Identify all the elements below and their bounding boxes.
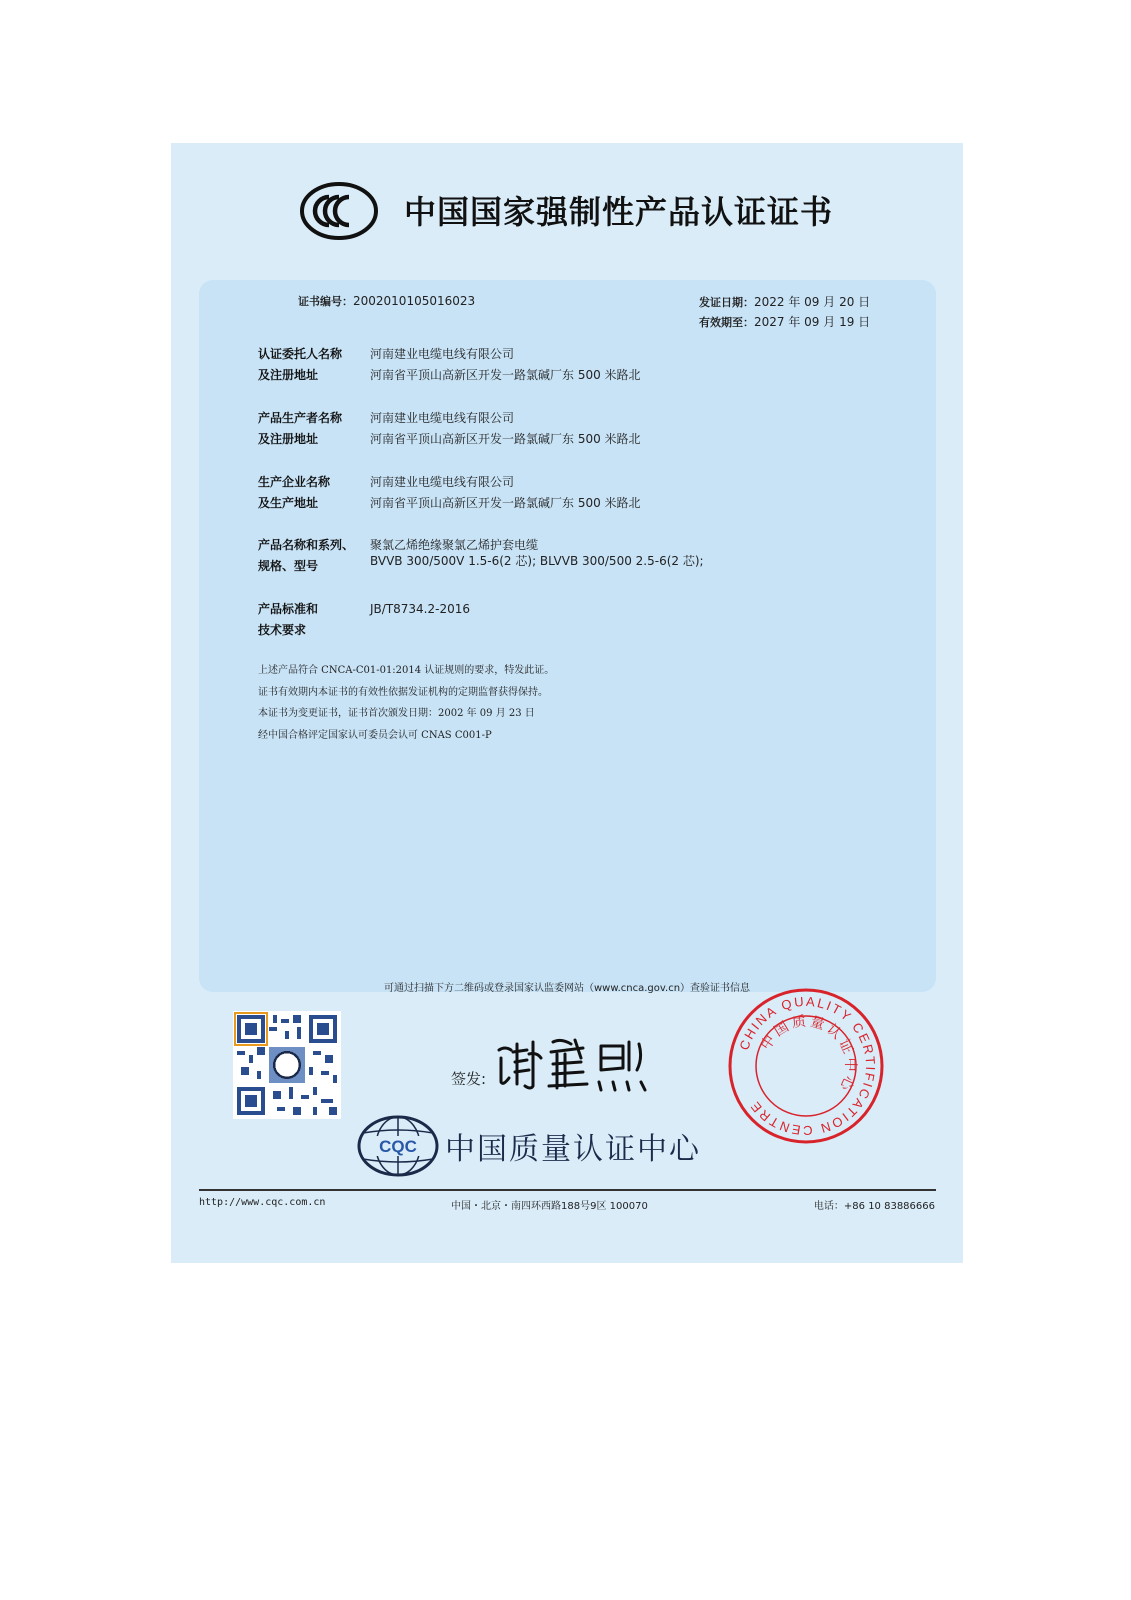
qr-code-icon xyxy=(233,1011,341,1119)
field-value: 河南省平顶山高新区开发一路氯碱厂东 500 米路北 xyxy=(370,368,641,382)
ccc-logo-icon xyxy=(299,181,379,241)
note-line: 经中国合格评定国家认可委员会认可 CNAS C001-P xyxy=(258,729,492,741)
note-line: 本证书为变更证书，证书首次颁发日期：2002 年 09 月 23 日 xyxy=(258,708,535,719)
footer-divider xyxy=(199,1189,936,1191)
field-label: 及生产地址 xyxy=(258,496,319,510)
stamp-english-text: CHINA QUALITY CERTIFICATION CENTRE xyxy=(736,993,879,1139)
field-value: 聚氯乙烯绝缘聚氯乙烯护套电缆 xyxy=(370,538,539,552)
certificate-notes xyxy=(258,660,554,746)
field-label: 及注册地址 xyxy=(258,368,319,382)
field-label: 产品标准和 xyxy=(258,602,319,616)
certificate-panel xyxy=(199,280,936,992)
field-label: 认证委托人名称 xyxy=(258,347,343,361)
verify-instructions: 可通过扫描下方二维码或登录国家认监委网站（www.cnca.gov.cn）查验证书信息 xyxy=(383,983,751,994)
field-value: BVVB 300/500V 1.5-6(2 芯); BLVVB 300/500 2.5-6(2 芯); xyxy=(370,554,704,568)
field-value: 河南建业电缆电线有限公司 xyxy=(370,411,515,425)
field-value: 河南建业电缆电线有限公司 xyxy=(370,347,515,361)
certificate-title: 中国国家强制性产品认证证书 xyxy=(404,193,834,231)
field-label: 生产企业名称 xyxy=(258,475,331,489)
field-label: 及注册地址 xyxy=(258,432,319,446)
official-stamp xyxy=(726,986,886,1146)
cqc-logo-text: CQC xyxy=(379,1137,417,1156)
footer-phone: 电话：+86 10 83886666 xyxy=(813,1201,935,1212)
expiry-date: 有效期至：2027 年 09 月 19 日 xyxy=(699,315,871,329)
field-label: 产品名称和系列、 xyxy=(258,538,355,552)
field-label: 规格、型号 xyxy=(258,559,319,573)
svg-text:中国质量认证中心 xyxy=(757,1013,859,1095)
certificate xyxy=(171,143,963,1263)
field-value: 河南省平顶山高新区开发一路氯碱厂东 500 米路北 xyxy=(370,432,641,446)
signature-label: 签发: xyxy=(451,1070,487,1088)
field-value: JB/T8734.2-2016 xyxy=(370,602,471,616)
field-value: 河南建业电缆电线有限公司 xyxy=(370,475,515,489)
stamp-chinese-text: 中国质量认证中心 xyxy=(758,1013,859,1096)
note-line: 证书有效期内本证书的有效性依据发证机构的定期监督获得保持。 xyxy=(258,686,548,698)
issuer-name: 中国质量认证中心 xyxy=(445,1132,701,1167)
footer-website: http://www.cqc.com.cn xyxy=(199,1197,326,1208)
note-line: 上述产品符合 CNCA-C01-01:2014 认证规则的要求，特发此证。 xyxy=(258,665,555,676)
certificate-number: 证书编号：2002010105016023 xyxy=(298,294,476,308)
field-label: 产品生产者名称 xyxy=(258,411,343,425)
field-value: 河南省平顶山高新区开发一路氯碱厂东 500 米路北 xyxy=(370,496,641,510)
cqc-logo-icon xyxy=(357,1115,439,1177)
footer-address: 中国・北京・南四环西路188号9区 100070 xyxy=(451,1201,648,1212)
issue-date: 发证日期：2022 年 09 月 20 日 xyxy=(699,295,871,309)
signature-image xyxy=(491,1028,661,1098)
field-label: 技术要求 xyxy=(258,623,307,637)
